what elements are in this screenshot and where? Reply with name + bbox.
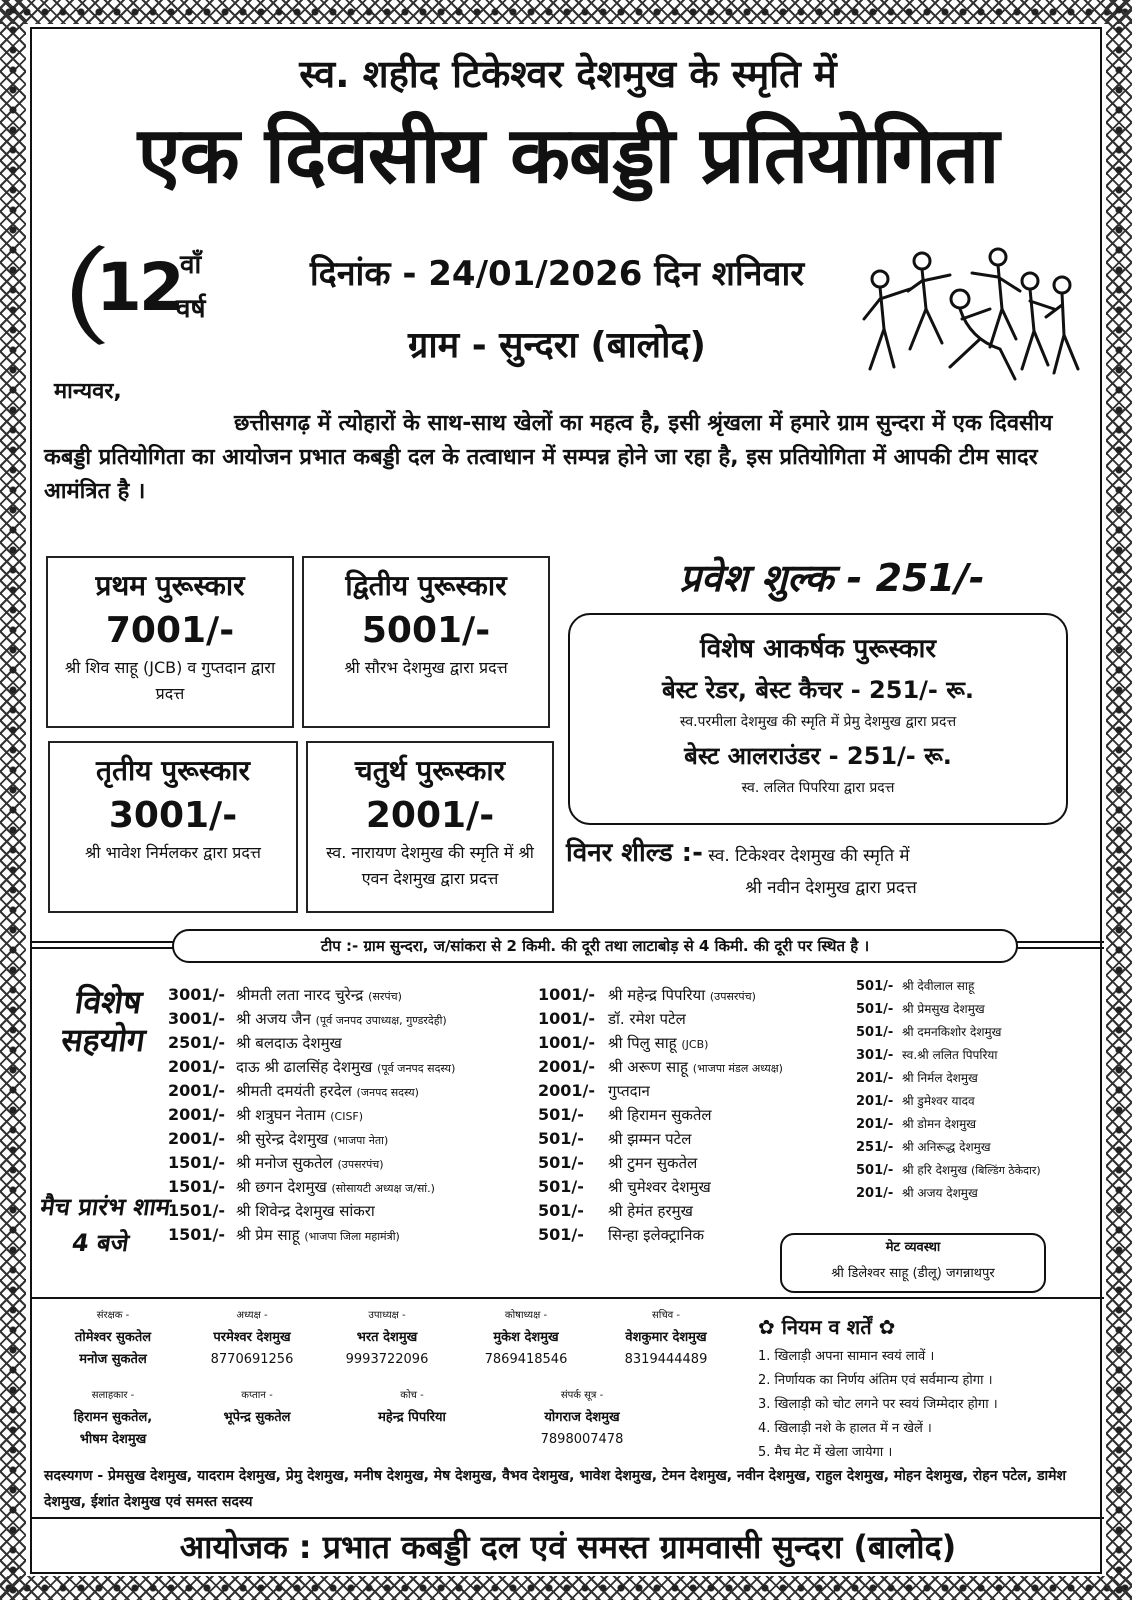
rule-item: 2. निर्णायक का निर्णय अंतिम एवं सर्वमान्य होगा । xyxy=(758,1373,993,1388)
third-prize-sponsor: श्री भावेश निर्मलकर द्वारा प्रदत्त xyxy=(85,843,261,862)
donor-name: श्री अजय जैन xyxy=(236,1010,311,1028)
official-phone: 9993722096 xyxy=(345,1352,429,1367)
donor-name: श्री देवीलाल साहू xyxy=(902,979,975,993)
donor-amount: 1501/- xyxy=(168,1201,226,1220)
donor-item xyxy=(168,983,548,1007)
donor-amount: 2001/- xyxy=(168,1129,226,1148)
donor-name: श्री छगन देशमुख xyxy=(236,1178,327,1196)
special-prize-title: विशेष आकर्षक पुरूस्कार xyxy=(700,634,936,664)
donor-list-3 xyxy=(856,975,1096,1205)
donor-list-2 xyxy=(538,983,838,1247)
official-extra: मनोज सुकतेल xyxy=(79,1352,147,1367)
best-raider-catcher-sponsor: स्व.परमीला देशमुख की स्मृति में प्रेमु देशमुख द्वारा प्रदत्त xyxy=(679,714,957,730)
donor-item xyxy=(538,1127,838,1151)
donor-note: (पूर्व जनपद सदस्य) xyxy=(377,1062,456,1075)
donor-name: श्री झम्मन पटेल xyxy=(608,1130,692,1148)
donor-name: श्री पिलु साहू xyxy=(608,1034,677,1052)
rules-title-text: नियम व शर्तें xyxy=(781,1315,872,1339)
special-support-label: विशेष सहयोग xyxy=(58,983,148,1059)
second-prize-amount: 5001/- xyxy=(361,610,491,651)
official-extra: भीषम देशमुख xyxy=(79,1432,147,1447)
official-phone: 7898007478 xyxy=(540,1432,624,1447)
official-role: कोच - xyxy=(400,1390,424,1401)
official-name: परमेश्वर देशमुख xyxy=(213,1330,291,1345)
official-role: सलाहकार - xyxy=(91,1390,135,1401)
donor-name: श्री शिवेन्द्र देशमुख सांकरा xyxy=(236,1202,375,1220)
donor-amount: 1001/- xyxy=(538,1009,596,1028)
donor-item xyxy=(538,1079,838,1103)
fourth-prize-box xyxy=(306,741,554,913)
second-prize-box xyxy=(302,556,550,728)
rules-list xyxy=(758,1345,998,1465)
donor-item xyxy=(168,1079,548,1103)
donor-name: श्री बलदाऊ देशमुख xyxy=(236,1034,342,1052)
donor-amount: 201/- xyxy=(856,1186,894,1201)
donor-amount: 501/- xyxy=(538,1153,584,1172)
year-word: वर्ष xyxy=(176,294,206,324)
official-role: सचिव - xyxy=(651,1310,681,1321)
donor-amount: 2501/- xyxy=(168,1033,226,1052)
donor-item xyxy=(168,1151,548,1175)
official-name: मुकेश देशमुख xyxy=(493,1330,559,1345)
official-secretary xyxy=(596,1305,736,1371)
donor-amount: 501/- xyxy=(538,1201,584,1220)
donor-item xyxy=(856,1044,1096,1067)
event-date: दिनांक - 24/01/2026 दिन शनिवार xyxy=(309,254,805,294)
official-contact xyxy=(502,1385,662,1451)
donor-name: श्री हरि देशमुख xyxy=(902,1163,968,1177)
donor-name: श्री अरूण साहू xyxy=(608,1058,688,1076)
donor-note: (भाजपा मंडल अध्यक्ष) xyxy=(692,1062,783,1075)
official-president xyxy=(182,1305,322,1371)
donor-name: श्री टुमन सुकतेल xyxy=(608,1154,698,1172)
event-title: एक दिवसीय कबड्डी प्रतियोगिता xyxy=(137,111,999,201)
donor-amount: 2001/- xyxy=(168,1057,226,1076)
donor-note: (सोसायटी अध्यक्ष ज/सां.) xyxy=(331,1182,435,1195)
rule-item: 5. मैच मेट में खेला जायेगा । xyxy=(758,1445,893,1460)
donor-item xyxy=(856,1021,1096,1044)
flower-icon: ✿ xyxy=(878,1315,896,1339)
entry-fee: प्रवेश शुल्क - 251/- xyxy=(679,556,985,600)
first-prize-title: प्रथम पुरूस्कार xyxy=(95,569,245,602)
donor-amount: 501/- xyxy=(856,1163,894,1178)
best-raider-catcher: बेस्ट रेडर, बेस्ट कैचर - 251/- रू. xyxy=(661,676,975,704)
donor-note: (उपसरपंच) xyxy=(709,990,756,1003)
donor-name: श्री सुरेन्द्र देशमुख xyxy=(236,1130,329,1148)
divider xyxy=(32,1517,1104,1519)
donor-item xyxy=(538,983,838,1007)
donor-amount: 1501/- xyxy=(168,1153,226,1172)
donor-amount: 1501/- xyxy=(168,1225,226,1244)
rule-item: 4. खिलाड़ी नशे के हालत में न खेलें । xyxy=(758,1421,932,1436)
met-arrangement xyxy=(780,1233,1046,1293)
donor-item xyxy=(538,1151,838,1175)
donor-note: (उपसरपंच) xyxy=(337,1158,384,1171)
donor-list-1 xyxy=(168,983,548,1247)
donor-name: श्री चुमेश्वर देशमुख xyxy=(608,1178,711,1196)
donor-amount: 501/- xyxy=(856,1025,894,1040)
members-list: सदस्यगण - प्रेमसुख देशमुख, यादराम देशमुख, प्रेमु देशमुख, मनीष देशमुख, मेष देशमुख, वैभव देशमुख, भावेश देशमुख, टेमन देशमुख, नवीन देशमुख, राहुल देशमुख, मोहन देशमुख, रोहन पटेल, डामेश देशमुख, ईशांत देशमुख एवं समस्त सदस्य xyxy=(44,1468,1067,1510)
official-phone: 8770691256 xyxy=(210,1352,294,1367)
donor-amount: 2001/- xyxy=(168,1081,226,1100)
donor-name: डॉ. रमेश पटेल xyxy=(608,1010,686,1028)
donor-item xyxy=(538,1007,838,1031)
donor-item xyxy=(168,1199,548,1223)
official-phone: 7869418546 xyxy=(484,1352,568,1367)
donor-amount: 1001/- xyxy=(538,985,596,1004)
donor-name: श्री अजय देशमुख xyxy=(902,1186,978,1200)
donor-name: श्री शत्रुघन नेताम xyxy=(236,1106,326,1124)
rules-title xyxy=(758,1313,895,1340)
winner-shield-sponsor: श्री नवीन देशमुख द्वारा प्रदत्त xyxy=(745,878,917,898)
donor-note: (CISF) xyxy=(330,1110,364,1123)
donor-amount: 201/- xyxy=(856,1071,894,1086)
donor-amount: 501/- xyxy=(538,1129,584,1148)
official-role: संपर्क सूत्र - xyxy=(560,1390,604,1401)
ornamental-border-top xyxy=(0,0,1132,24)
third-prize-amount: 3001/- xyxy=(108,795,238,836)
ornamental-border-right xyxy=(1106,0,1132,1600)
donor-amount: 201/- xyxy=(856,1117,894,1132)
donor-item xyxy=(168,1031,548,1055)
donor-name: श्री प्रेमसुख देशमुख xyxy=(902,1002,985,1016)
third-prize-title: तृतीय पुरूस्कार xyxy=(96,754,250,787)
donor-item xyxy=(538,1199,838,1223)
official-treasurer xyxy=(456,1305,596,1371)
donor-item xyxy=(538,1175,838,1199)
donor-item xyxy=(856,1182,1096,1205)
donor-note: (बिल्डिंग ठेकेदार) xyxy=(970,1164,1041,1177)
donor-item xyxy=(538,1031,838,1055)
donor-item xyxy=(168,1175,548,1199)
flower-icon: ✿ xyxy=(758,1315,775,1339)
donor-name: श्री हेमंत हरमुख xyxy=(608,1202,693,1220)
invitation-text xyxy=(44,407,1092,509)
donor-item xyxy=(856,1136,1096,1159)
official-advisor xyxy=(48,1385,178,1451)
memorial-subtitle: स्व. शहीद टिकेश्वर देशमुख के स्मृति में xyxy=(299,52,837,96)
donor-name: स्व.श्री ललित पिपरिया xyxy=(902,1048,998,1062)
donor-item xyxy=(856,1090,1096,1113)
fourth-prize-sponsor: स्व. नारायण देशमुख की स्मृति में श्री एवन देशमुख द्वारा प्रदत्त xyxy=(326,843,534,888)
official-role: अध्यक्ष - xyxy=(236,1310,268,1321)
donor-item xyxy=(168,1055,548,1079)
donor-note: (पूर्व जनपद उपाध्यक्ष, गुण्डरदेही) xyxy=(315,1014,447,1027)
ornamental-border-bottom xyxy=(0,1576,1132,1600)
donor-item xyxy=(538,1103,838,1127)
event-village: ग्राम - सुन्दरा (बालोद) xyxy=(408,325,706,366)
greeting: मान्यवर, xyxy=(54,379,122,404)
official-name: भूपेन्द्र सुकतेल xyxy=(223,1410,291,1425)
official-coach xyxy=(342,1385,482,1429)
official-name: वेशकुमार देशमुख xyxy=(625,1330,707,1345)
match-start-time: मैच प्रारंभ शाम 4 बजे xyxy=(38,1193,173,1257)
donor-amount: 501/- xyxy=(538,1177,584,1196)
special-prize-box xyxy=(568,613,1068,825)
donor-name: श्री हिरामन सुकतेल xyxy=(608,1106,712,1124)
first-prize-box xyxy=(46,556,294,728)
official-role: संरक्षक - xyxy=(96,1310,130,1321)
official-phone: 8319444489 xyxy=(624,1352,708,1367)
winner-shield xyxy=(566,837,1096,904)
official-role: उपाध्यक्ष - xyxy=(368,1310,406,1321)
donor-item xyxy=(856,1159,1096,1182)
donor-amount: 2001/- xyxy=(168,1105,226,1124)
official-name: हिरामन सुकतेल, xyxy=(73,1410,153,1425)
donor-name: श्री निर्मल देशमुख xyxy=(902,1071,978,1085)
official-patron xyxy=(48,1305,178,1371)
winner-shield-memory: स्व. टिकेश्वर देशमुख की स्मृति में xyxy=(708,846,910,866)
donor-amount: 301/- xyxy=(856,1048,894,1063)
second-prize-sponsor: श्री सौरभ देशमुख द्वारा प्रदत्त xyxy=(344,658,508,677)
first-prize-amount: 7001/- xyxy=(105,610,235,651)
donor-name: दाऊ श्री ढालसिंह देशमुख xyxy=(236,1058,373,1076)
official-name: योगराज देशमुख xyxy=(544,1410,620,1425)
year-badge xyxy=(72,237,232,353)
donor-amount: 1501/- xyxy=(168,1177,226,1196)
donor-item xyxy=(856,998,1096,1021)
met-arrangement-name: श्री डिलेश्वर साहू (डीलू) जगन्नाथपुर xyxy=(831,1266,995,1281)
official-vice-president xyxy=(322,1305,452,1371)
donor-item xyxy=(168,1007,548,1031)
divider xyxy=(32,1297,1104,1299)
donor-amount: 501/- xyxy=(856,1002,894,1017)
donor-note: (जनपद सदस्य) xyxy=(356,1086,419,1099)
year-suffix: वाँ xyxy=(180,250,202,280)
donor-amount: 251/- xyxy=(856,1140,894,1155)
second-prize-title: द्वितीय पुरूस्कार xyxy=(345,569,507,602)
official-name: भरत देशमुख xyxy=(356,1330,418,1345)
rule-item: 3. खिलाड़ी को चोट लगने पर स्वयं जिम्मेदार होगा । xyxy=(758,1397,998,1412)
ornamental-border-left xyxy=(0,0,26,1600)
donor-name: श्रीमती दमयंती हरदेल xyxy=(236,1082,352,1100)
donor-amount: 501/- xyxy=(538,1105,584,1124)
official-name: तोमेश्वर सुकतेल xyxy=(74,1330,152,1345)
donor-name: गुप्तदान xyxy=(608,1082,650,1100)
donor-note: (सरपंच) xyxy=(368,990,402,1003)
donor-name: श्री डुमेश्वर यादव xyxy=(902,1094,975,1108)
donor-item xyxy=(168,1103,548,1127)
kabaddi-players-icon xyxy=(850,239,1086,389)
donor-name: श्री महेन्द्र पिपरिया xyxy=(608,986,706,1004)
donor-name: श्री डोमन देशमुख xyxy=(902,1117,977,1131)
organiser: आयोजक : प्रभात कबड्डी दल एवं समस्त ग्रामवासी सुन्दरा (बालोद) xyxy=(179,1528,957,1566)
donor-name: सिन्हा इलेक्ट्रानिक xyxy=(608,1226,705,1244)
donor-name: श्रीमती लता नारद चुरेन्द्र xyxy=(236,986,364,1004)
donor-amount: 501/- xyxy=(856,979,894,994)
donor-item xyxy=(538,1055,838,1079)
third-prize-box xyxy=(48,741,298,913)
first-prize-sponsor: श्री शिव साहू (JCB) व गुप्तदान द्वारा प्रदत्त xyxy=(64,658,276,703)
donor-item xyxy=(168,1127,548,1151)
donor-item xyxy=(856,1113,1096,1136)
location-tip: टीप :- ग्राम सुन्दरा, ज/सांकरा से 2 किमी. की दूरी तथा लाटाबोड़ से 4 किमी. की दूरी पर स्थित है । xyxy=(172,929,1018,963)
official-captain xyxy=(182,1385,332,1429)
donor-name: श्री प्रेम साहू xyxy=(236,1226,300,1244)
fourth-prize-amount: 2001/- xyxy=(365,795,495,836)
rule-item: 1. खिलाड़ी अपना सामान स्वयं लावें । xyxy=(758,1349,935,1364)
donor-note: (भाजपा नेता) xyxy=(333,1134,389,1147)
donor-amount: 501/- xyxy=(538,1225,584,1244)
donor-name: श्री अनिरूद्ध देशमुख xyxy=(902,1140,991,1154)
donor-note: (भाजपा जिला महामंत्री) xyxy=(304,1230,400,1243)
invitation-body: छत्तीसगढ़ में त्योहारों के साथ-साथ खेलों का महत्व है, इसी श्रृंखला में हमारे ग्राम सुन्दरा में एक दिवसीय कबड्डी प्रतियोगिता का आयोजन प्रभात कबड्डी दल के तत्वाधान में सम्पन्न होने जा रहा है, इस प्रतियोगिता में आपकी टीम सादर आमंत्रित है । xyxy=(44,411,1053,504)
donor-amount: 2001/- xyxy=(538,1057,596,1076)
fourth-prize-title: चतुर्थ पुरूस्कार xyxy=(354,754,506,787)
official-name: महेन्द्र पिपरिया xyxy=(378,1410,446,1425)
donor-amount: 3001/- xyxy=(168,985,226,1004)
donor-amount: 3001/- xyxy=(168,1009,226,1028)
donor-item xyxy=(856,1067,1096,1090)
winner-shield-label: विनर शील्ड :- xyxy=(566,838,703,868)
donor-note: (JCB) xyxy=(681,1038,709,1051)
best-allrounder-sponsor: स्व. ललित पिपरिया द्वारा प्रदत्त xyxy=(741,780,895,796)
met-arrangement-title: मेट व्यवस्था xyxy=(885,1240,941,1255)
donor-name: श्री दमनकिशोर देशमुख xyxy=(902,1025,1002,1039)
best-allrounder: बेस्ट आलराउंडर - 251/- रू. xyxy=(684,742,952,770)
poster-frame xyxy=(30,27,1102,1574)
official-role: कोषाध्यक्ष - xyxy=(504,1310,548,1321)
donor-amount: 2001/- xyxy=(538,1081,596,1100)
donor-name: श्री मनोज सुकतेल xyxy=(236,1154,333,1172)
donor-item xyxy=(856,975,1096,998)
year-number: 12 xyxy=(96,249,182,326)
official-role: कप्तान - xyxy=(241,1390,273,1401)
donor-item xyxy=(168,1223,548,1247)
donor-amount: 201/- xyxy=(856,1094,894,1109)
donor-amount: 1001/- xyxy=(538,1033,596,1052)
